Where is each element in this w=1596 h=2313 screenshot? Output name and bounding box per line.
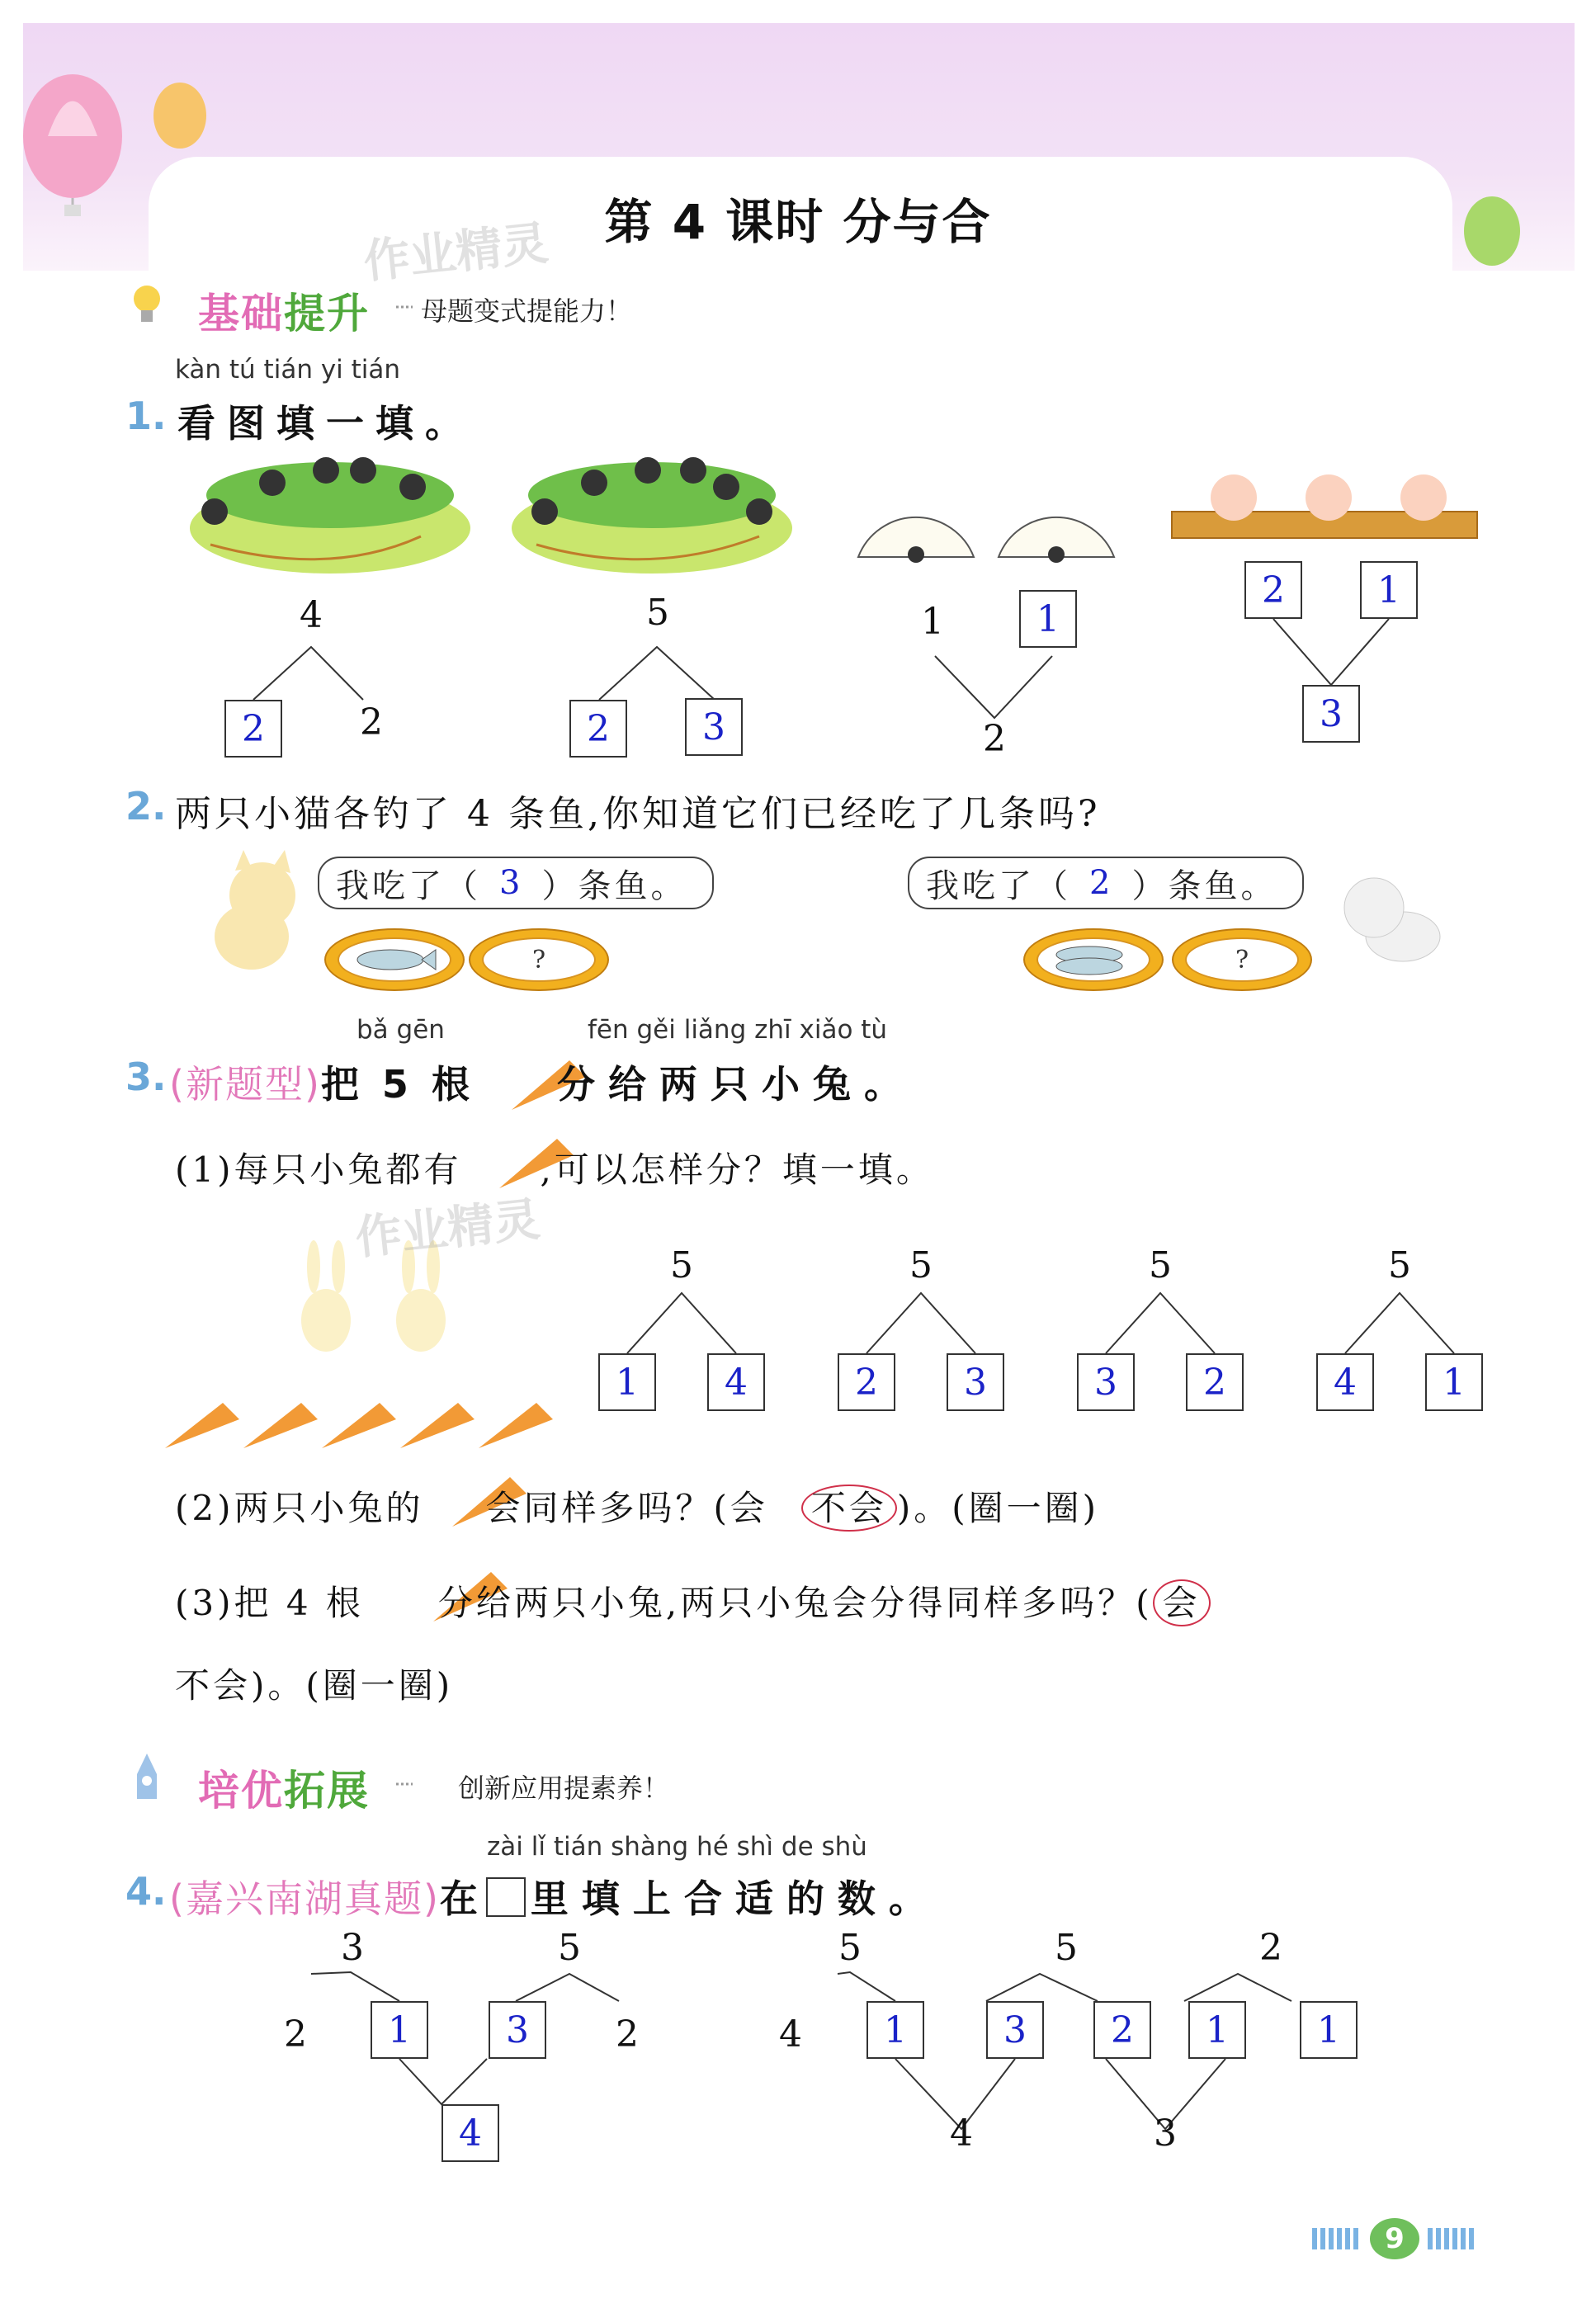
q4-number: 4	[779, 2013, 802, 2056]
q1-tree3-bottom: 2	[983, 718, 1006, 760]
q3-part1: (1)每只小兔都有 ,可以怎样分？填一填。	[175, 1149, 934, 1190]
answer-box[interactable]: 3	[489, 2001, 546, 2059]
q4-text: (嘉兴南湖真题)在 里填上合适的数。	[169, 1876, 940, 1921]
fish-icon	[1048, 943, 1139, 976]
q4-number: 3	[341, 1927, 364, 1969]
q3-part3: (3)把 4 根 分给两只小兔,两只小兔会分得同样多吗？( 会	[175, 1576, 1211, 1626]
section-subtitle: 创新应用提素养！	[458, 1773, 670, 1804]
empty-plate: ?	[1172, 928, 1312, 991]
circled-answer[interactable]: 会	[1153, 1579, 1211, 1626]
section-subtitle: 母题变式提能力！	[421, 295, 633, 327]
cat-left-icon	[215, 850, 295, 970]
q1-tree-lines	[253, 619, 1389, 718]
rocket-icon	[137, 1754, 157, 1799]
q1-number: 1.	[125, 394, 167, 438]
answer-box[interactable]: 2	[1093, 2001, 1151, 2059]
picture-children-rope-1	[190, 457, 470, 574]
q4-number: 5	[838, 1927, 862, 1969]
q4-pinyin: zài lǐ tián shàng hé shì de shù	[487, 1832, 867, 1862]
answer-box[interactable]: 2	[224, 700, 282, 758]
empty-box-icon	[486, 1877, 526, 1917]
lightbulb-icon	[134, 286, 160, 322]
q1-tree3-left: 1	[921, 601, 944, 643]
plate-with-fish	[324, 928, 465, 991]
q3-part2: (2)两只小兔的 会同样多吗？(会 不会 )。(圈一圈)	[175, 1481, 1099, 1531]
cat-right-icon	[1344, 878, 1440, 961]
answer-box[interactable]: 1	[1360, 561, 1418, 619]
q4-number: 2	[284, 2013, 307, 2056]
answer-box[interactable]: 3	[947, 1353, 1004, 1411]
q1-tree2-top: 5	[646, 592, 669, 634]
picture-peaches	[1172, 474, 1477, 538]
tree-top: 5	[670, 1244, 693, 1286]
answer-box[interactable]: 1	[598, 1353, 656, 1411]
q3-tree-lines	[627, 1293, 1454, 1353]
answer-box[interactable]: 4	[1316, 1353, 1374, 1411]
q4-number: 4.	[125, 1869, 167, 1914]
q3-part3-line2: 不会)。(圈一圈)	[175, 1665, 454, 1706]
q1-pinyin: kàn tú tián yi tián	[175, 355, 401, 385]
answer-box[interactable]: 1	[1188, 2001, 1246, 2059]
answer-box[interactable]: 3	[1302, 685, 1360, 743]
section-label-basic: 基础提升	[198, 290, 370, 338]
speech-bubble-left: 我吃了（ 3 ）条鱼。	[318, 857, 714, 909]
q4-number: 3	[1154, 2112, 1177, 2155]
page-decor-left	[1312, 2228, 1362, 2249]
empty-plate: ?	[469, 928, 609, 991]
picture-children-rope-2	[512, 457, 792, 574]
tree-top: 5	[909, 1244, 933, 1286]
watermark: 作业精灵	[352, 1192, 543, 1266]
page-decor-right	[1428, 2228, 1477, 2249]
answer-box[interactable]: 4	[441, 2104, 499, 2162]
q4-number: 2	[616, 2013, 639, 2056]
picture-fans	[858, 517, 1114, 563]
answer-box[interactable]: 2	[838, 1353, 895, 1411]
section-label-advanced: 培优拓展	[198, 1767, 370, 1815]
answer-box[interactable]: 4	[707, 1353, 765, 1411]
q3-pinyin-b: fēn gěi liǎng zhī xiǎo tù	[588, 1015, 888, 1045]
tree-top: 5	[1388, 1244, 1411, 1286]
q4-number: 5	[1055, 1927, 1078, 1969]
answer-box[interactable]: 2	[1244, 561, 1302, 619]
answer-value[interactable]: 3	[499, 864, 524, 902]
circled-answer[interactable]: 不会	[801, 1485, 897, 1532]
q3-text: (新题型)把 5 根 分给两只小兔。	[169, 1062, 915, 1107]
q2-number: 2.	[125, 784, 167, 828]
answer-box[interactable]: 3	[685, 698, 743, 756]
answer-box[interactable]: 2	[569, 700, 627, 758]
q4-number: 4	[950, 2112, 973, 2155]
q4-number: 2	[1259, 1927, 1282, 1969]
q4-number: 5	[558, 1927, 581, 1969]
plate-with-fish	[1023, 928, 1164, 991]
answer-box[interactable]: 3	[986, 2001, 1044, 2059]
watermark: 作业精灵	[361, 216, 551, 290]
q3-number: 3.	[125, 1055, 167, 1099]
answer-box[interactable]: 1	[371, 2001, 428, 2059]
answer-value[interactable]: 2	[1089, 864, 1114, 902]
q1-tree1-top: 4	[300, 594, 323, 636]
q1-text: 看图填一填。	[177, 401, 475, 446]
page-number: 9	[1370, 2218, 1419, 2259]
answer-box[interactable]: 1	[866, 2001, 924, 2059]
answer-box[interactable]: 2	[1186, 1353, 1244, 1411]
speech-bubble-right: 我吃了（ 2 ）条鱼。	[908, 857, 1304, 909]
carrot-row-icon	[165, 1403, 553, 1448]
answer-box[interactable]: 1	[1300, 2001, 1358, 2059]
q2-text: 两只小猫各钓了 4 条鱼,你知道它们已经吃了几条吗?	[175, 793, 1101, 835]
answer-box[interactable]: 1	[1425, 1353, 1483, 1411]
q3-pinyin-a: bǎ gēn	[357, 1015, 445, 1045]
fish-icon	[349, 943, 440, 976]
q1-tree1-right: 2	[360, 701, 383, 743]
answer-box[interactable]: 1	[1019, 590, 1077, 648]
page-title: 第 4 课时 分与合	[604, 194, 992, 250]
tree-top: 5	[1149, 1244, 1172, 1286]
answer-box[interactable]: 3	[1077, 1353, 1135, 1411]
